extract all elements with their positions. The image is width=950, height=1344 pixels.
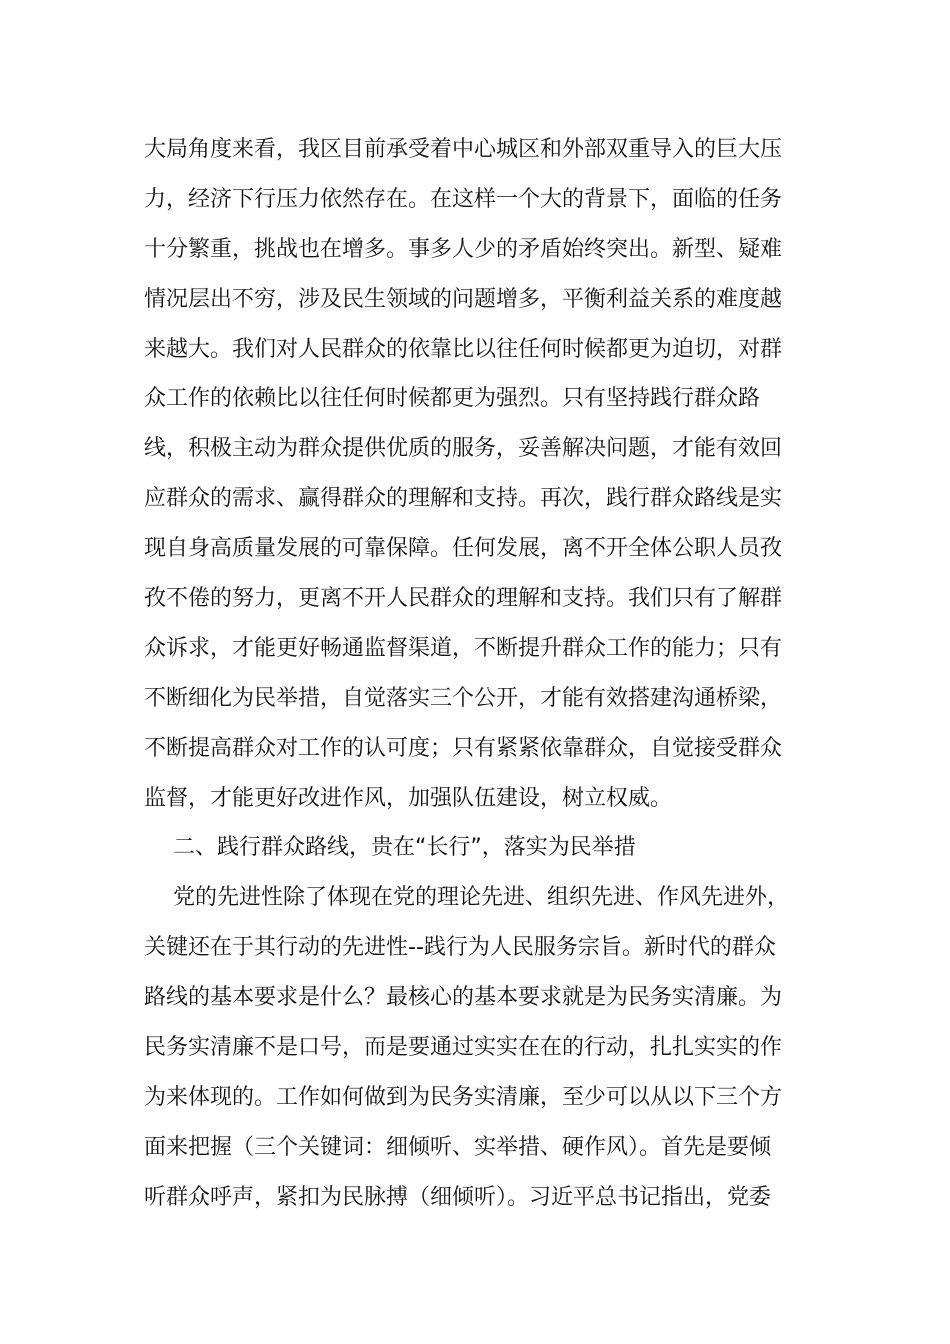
text-line: 不断提高群众对工作的认可度；只有紧紧依靠群众，自觉接受群众 <box>144 735 783 761</box>
text-line: 监督，才能更好改进作风，加强队伍建设，树立权威。 <box>144 785 673 811</box>
text-line: 听群众呼声，紧扣为民脉搏（细倾听）。习近平总书记指出，党委 <box>144 1184 772 1210</box>
text-line: 关键还在于其行动的先进性--践行为人民服务宗旨。新时代的群众 <box>144 935 776 961</box>
text-line: 十分繁重，挑战也在增多。事多人少的矛盾始终突出。新型、疑难 <box>144 236 783 262</box>
document-body <box>144 125 808 1223</box>
section-heading: 二、践行群众路线，贵在“长行”，落实为民举措 <box>173 835 636 861</box>
text-line: 现自身高质量发展的可靠保障。任何发展，离不开全体公职人员孜 <box>144 536 783 562</box>
text-line: 力，经济下行压力依然存在。在这样一个大的背景下，面临的任务 <box>144 186 783 212</box>
text-line: 大局角度来看，我区目前承受着中心城区和外部双重导入的巨大压 <box>144 137 783 162</box>
text-line: 路线的基本要求是什么？最核心的基本要求就是为民务实清廉。为 <box>144 985 783 1011</box>
text-line: 众工作的依赖比以往任何时候都更为强烈。只有坚持践行群众路 <box>144 386 761 412</box>
text-line: 情况层出不穷，涉及民生领域的问题增多，平衡利益关系的难度越 <box>144 286 783 312</box>
text-line: 孜不倦的努力，更离不开人民群众的理解和支持。我们只有了解群 <box>144 586 783 612</box>
text-line: 民务实清廉不是口号，而是要通过实实在在的行动，扎扎实实的作 <box>144 1035 783 1061</box>
text-line: 为来体现的。工作如何做到为民务实清廉，至少可以从以下三个方 <box>144 1084 783 1110</box>
paragraph-first-line: 党的先进性除了体现在党的理论先进、组织先进、作风先进外， <box>173 885 790 911</box>
text-line: 面来把握（三个关键词：细倾听、实举措、硬作风）。首先是要倾 <box>144 1134 772 1160</box>
text-line: 来越大。我们对人民群众的依靠比以往任何时候都更为迫切，对群 <box>144 336 783 362</box>
text-line: 众诉求，才能更好畅通监督渠道，不断提升群众工作的能力；只有 <box>144 635 783 661</box>
text-line: 应群众的需求、赢得群众的理解和支持。再次，践行群众路线是实 <box>144 486 783 512</box>
text-line: 线，积极主动为群众提供优质的服务，妥善解决问题，才能有效回 <box>144 436 783 462</box>
text-line: 不断细化为民举措，自觉落实三个公开，才能有效搭建沟通桥梁， <box>144 685 783 711</box>
